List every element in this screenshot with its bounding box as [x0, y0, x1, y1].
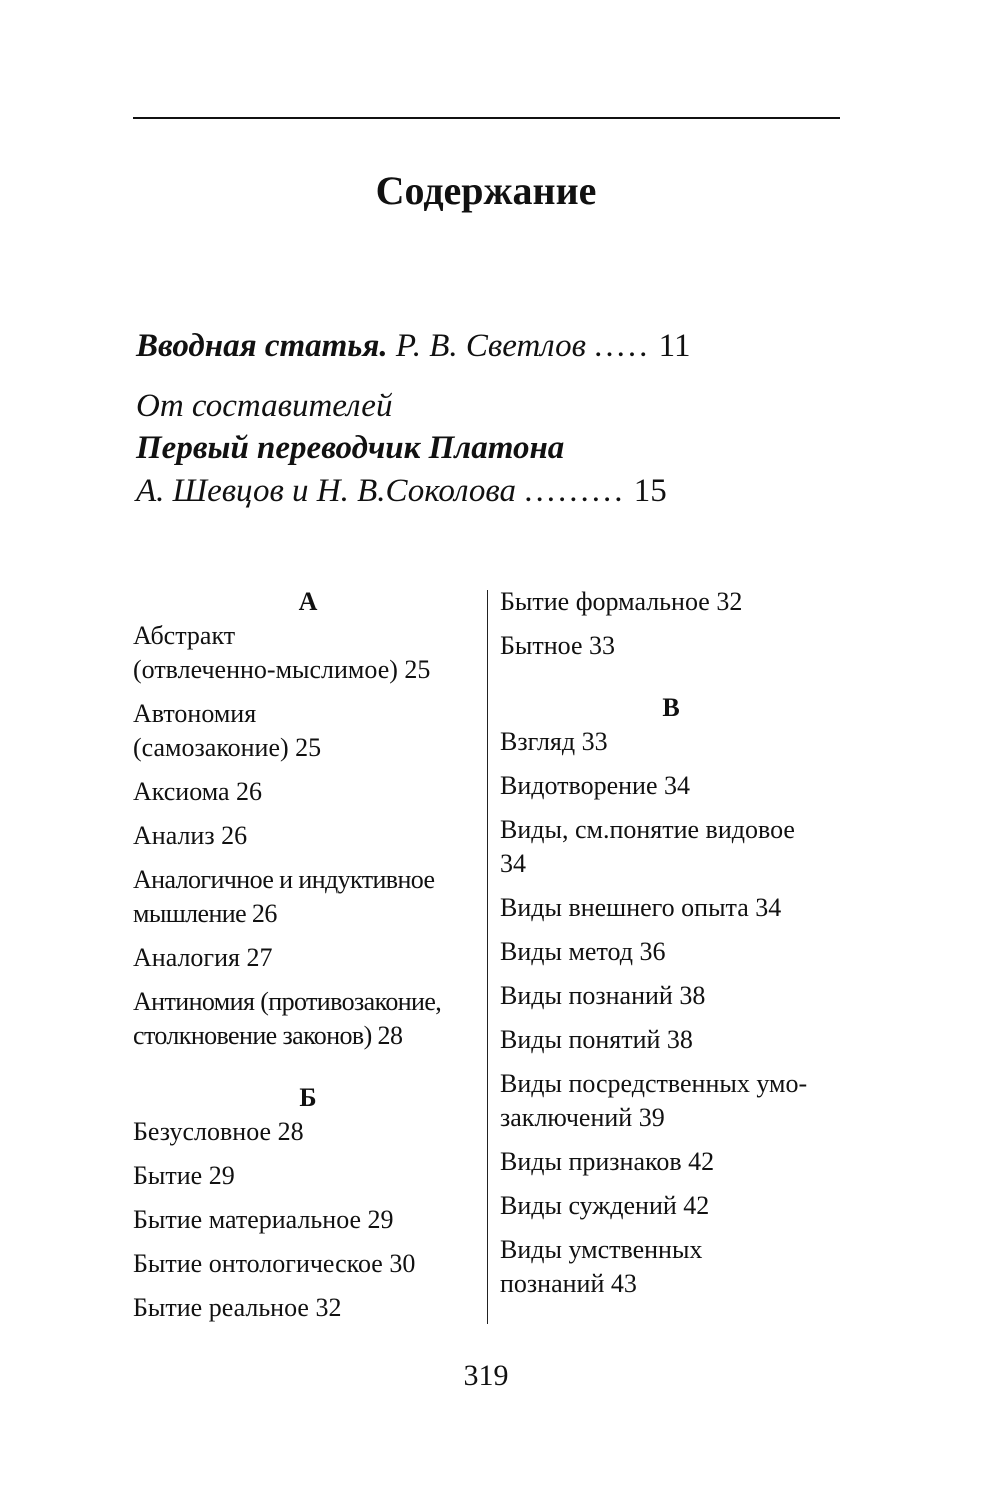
- intro-leader-dots: .....: [594, 328, 651, 364]
- index-entry: Бытное 33: [500, 631, 616, 660]
- index-entry-line: Автономия: [133, 699, 257, 728]
- index-entry-line: Анализ 26: [133, 821, 248, 850]
- index-entry: [133, 819, 483, 853]
- index-right-column: [500, 585, 842, 1311]
- index-entry-line: Видотворение 34: [500, 771, 691, 800]
- index-entry: [500, 1145, 842, 1179]
- index-entry-line: Виды метод 36: [500, 937, 666, 966]
- index-left-column: [133, 585, 483, 1335]
- index-entry: Бытие 29: [133, 1161, 235, 1190]
- index-entry: [500, 1067, 842, 1135]
- intro-title: Вводная статья.: [136, 328, 388, 364]
- intro-author: Р. В. Светлов: [395, 328, 586, 364]
- index-entry-line: Виды понятий 38: [500, 1025, 693, 1054]
- index-entry: Бытие материальное 29: [133, 1205, 394, 1234]
- index-entry-line: Аналогичное и индуктивное: [133, 865, 435, 894]
- front-matter-intro: [136, 326, 690, 366]
- compilers-label: От составителей: [136, 388, 393, 424]
- index-entry: [133, 863, 483, 931]
- index-entry-line: Абстракт: [133, 621, 236, 650]
- index-entry: [500, 813, 842, 881]
- index-entry-line: Виды умственных: [500, 1235, 703, 1264]
- top-rule: [133, 117, 840, 119]
- index-entry-line: Аксиома 26: [133, 777, 263, 806]
- index-entry-line: Виды, см.понятие видовое: [500, 815, 795, 844]
- index-entry: Бытие реальное 32: [133, 1293, 342, 1322]
- index-entry-line: мышление 26: [133, 899, 277, 928]
- index-entry-line: 34: [500, 849, 526, 878]
- index-entry: [500, 1189, 842, 1223]
- index-entry: [500, 1023, 842, 1057]
- compilers-article-title: Первый переводчик Платона: [136, 430, 565, 466]
- intro-page: 11: [658, 328, 691, 364]
- index-entry: [133, 697, 483, 765]
- compilers-authors: А. Шевцов и Н. В.Соколова: [136, 473, 516, 509]
- index-entry-line: Виды суждений 42: [500, 1191, 710, 1220]
- index-entry: [500, 935, 842, 969]
- index-entry: [133, 619, 483, 687]
- index-entry-line: Антиномия (противозаконие,: [133, 987, 442, 1016]
- index-entry-line: Виды внешнего опыта 34: [500, 893, 782, 922]
- index-letter-b: Б: [299, 1083, 317, 1112]
- index-entry-line: познаний 43: [500, 1269, 637, 1298]
- index-entry-line: (самозаконие) 25: [133, 733, 322, 762]
- index-entry-line: Виды познаний 38: [500, 981, 706, 1010]
- index-entry-line: (отвлеченно-мыслимое) 25: [133, 655, 431, 684]
- index-entry-line: Виды посредственных умо-: [500, 1069, 808, 1098]
- index-entry-line: столкновение законов) 28: [133, 1021, 403, 1050]
- index-entry: Безусловное 28: [133, 1117, 304, 1146]
- index-entry: [500, 1233, 842, 1301]
- index-entry-line: заключений 39: [500, 1103, 665, 1132]
- index-letter-v: В: [662, 693, 680, 722]
- index-letter-a: А: [298, 587, 318, 616]
- compilers-leader-dots: .........: [524, 473, 626, 509]
- index-entry: Бытие формальное 32: [500, 587, 743, 616]
- index-entry: [133, 775, 483, 809]
- index-entry: [500, 769, 842, 803]
- compilers-page: 15: [633, 473, 667, 509]
- page-title: Содержание: [375, 168, 597, 213]
- index-entry: [500, 725, 842, 759]
- index-entry: [500, 891, 842, 925]
- column-divider: [487, 590, 488, 1324]
- index-entry: Бытие онтологическое 30: [133, 1249, 416, 1278]
- compilers-article-authors-line: [136, 471, 667, 511]
- index-entry-line: Виды признаков 42: [500, 1147, 715, 1176]
- index-entry-line: Взгляд 33: [500, 727, 608, 756]
- index-entry: [500, 979, 842, 1013]
- page-number: 319: [463, 1359, 509, 1392]
- index-entry: [133, 941, 483, 975]
- index-entry: [133, 985, 483, 1053]
- index-entry-line: Аналогия 27: [133, 943, 273, 972]
